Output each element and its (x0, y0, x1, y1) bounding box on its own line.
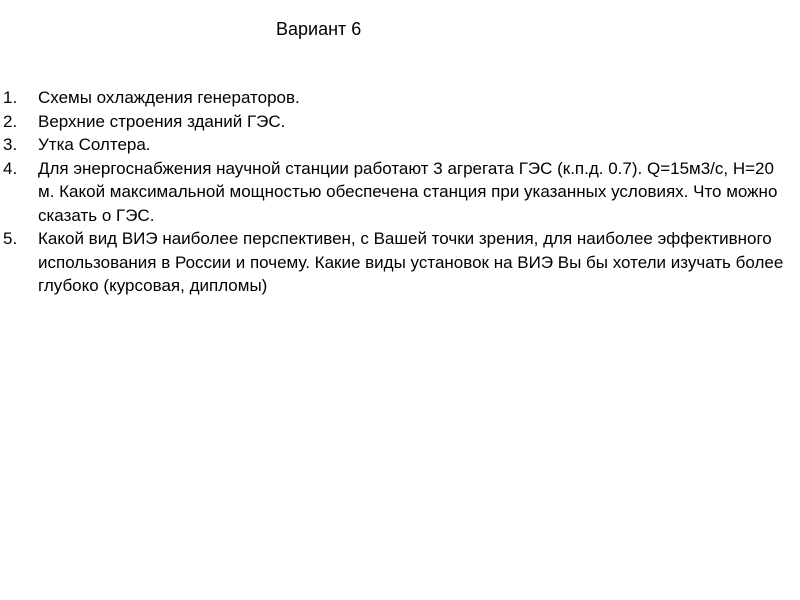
item-number: 5. (3, 229, 18, 248)
item-number: 4. (3, 158, 18, 178)
list-item (0, 86, 790, 110)
slide-title: Вариант 6 (276, 19, 362, 39)
list-item (0, 133, 790, 157)
item-text: Верхние строения зданий ГЭС. (38, 111, 286, 131)
question-list (0, 86, 790, 298)
item-text: Какой вид ВИЭ наиболее перспективен, с Вашей точки зрения, для наиболее эффективного использования в России и почему. Какие виды установок на ВИЭ Вы бы хотели изучать более глубоко (курсовая, дипломы) (38, 229, 784, 295)
list-item (0, 110, 790, 134)
item-text: Схемы охлаждения генераторов. (38, 88, 300, 107)
item-number: 2. (3, 111, 18, 131)
item-text: Утка Солтера. (38, 135, 151, 154)
list-item (0, 227, 790, 298)
item-number: 3. (3, 135, 18, 154)
item-text: Для энергоснабжения научной станции работают 3 агрегата ГЭС (к.п.д. 0.7). Q=15м3/с, H=20 м. Какой максимальной мощностью обеспечена станция при указанных условиях. Что можно сказать о ГЭС. (38, 158, 778, 225)
item-number: 1. (3, 88, 18, 107)
list-item (0, 157, 790, 228)
